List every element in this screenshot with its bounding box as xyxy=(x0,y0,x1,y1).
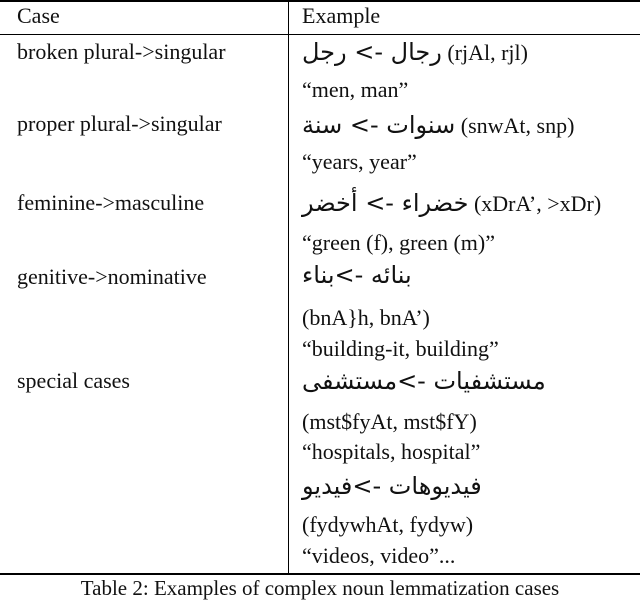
gloss: “green (f), green (m)” xyxy=(302,230,495,255)
example-line xyxy=(302,473,482,500)
transliteration: (mst$fyAt, mst$fY) xyxy=(302,409,477,434)
arabic-example: رجال -> رجل xyxy=(302,38,442,66)
header-case: Case xyxy=(17,3,60,28)
column-divider xyxy=(288,0,289,574)
case-label: feminine->masculine xyxy=(17,190,205,215)
arabic-example: خضراء -> أخضر xyxy=(302,189,469,217)
gloss: “videos, video”... xyxy=(302,543,456,568)
example-line xyxy=(302,190,601,217)
header-rule xyxy=(0,34,640,35)
case-label: proper plural->singular xyxy=(17,111,222,136)
top-rule xyxy=(0,0,640,2)
gloss: “years, year” xyxy=(302,149,417,174)
transliteration: (fydywhAt, fydyw) xyxy=(302,512,474,537)
arabic-example: بنائه ->بناء xyxy=(302,261,412,289)
example-line xyxy=(302,368,546,395)
header-example: Example xyxy=(302,3,381,28)
arabic-example: مستشفيات ->مستشفى xyxy=(302,367,546,395)
transliteration: (xDrA’, >xDr) xyxy=(468,191,602,216)
table-caption: Table 2: Examples of complex noun lemmatization cases xyxy=(80,576,560,600)
case-label: genitive->nominative xyxy=(17,264,207,289)
example-line xyxy=(302,262,412,289)
gloss: “hospitals, hospital” xyxy=(302,439,481,464)
bottom-rule xyxy=(0,573,640,575)
case-label: special cases xyxy=(17,368,130,393)
case-label: broken plural->singular xyxy=(17,39,226,64)
transliteration: (bnA}h, bnA’) xyxy=(302,305,430,330)
transliteration: (snwAt, snp) xyxy=(455,113,575,138)
arabic-example: سنوات -> سنة xyxy=(302,111,456,139)
gloss: “men, man” xyxy=(302,77,409,102)
example-line xyxy=(302,112,574,139)
arabic-example: فيديوهات ->فيديو xyxy=(302,472,482,500)
transliteration: (rjAl, rjl) xyxy=(441,40,528,65)
gloss: “building-it, building” xyxy=(302,336,499,361)
example-line xyxy=(302,39,528,66)
